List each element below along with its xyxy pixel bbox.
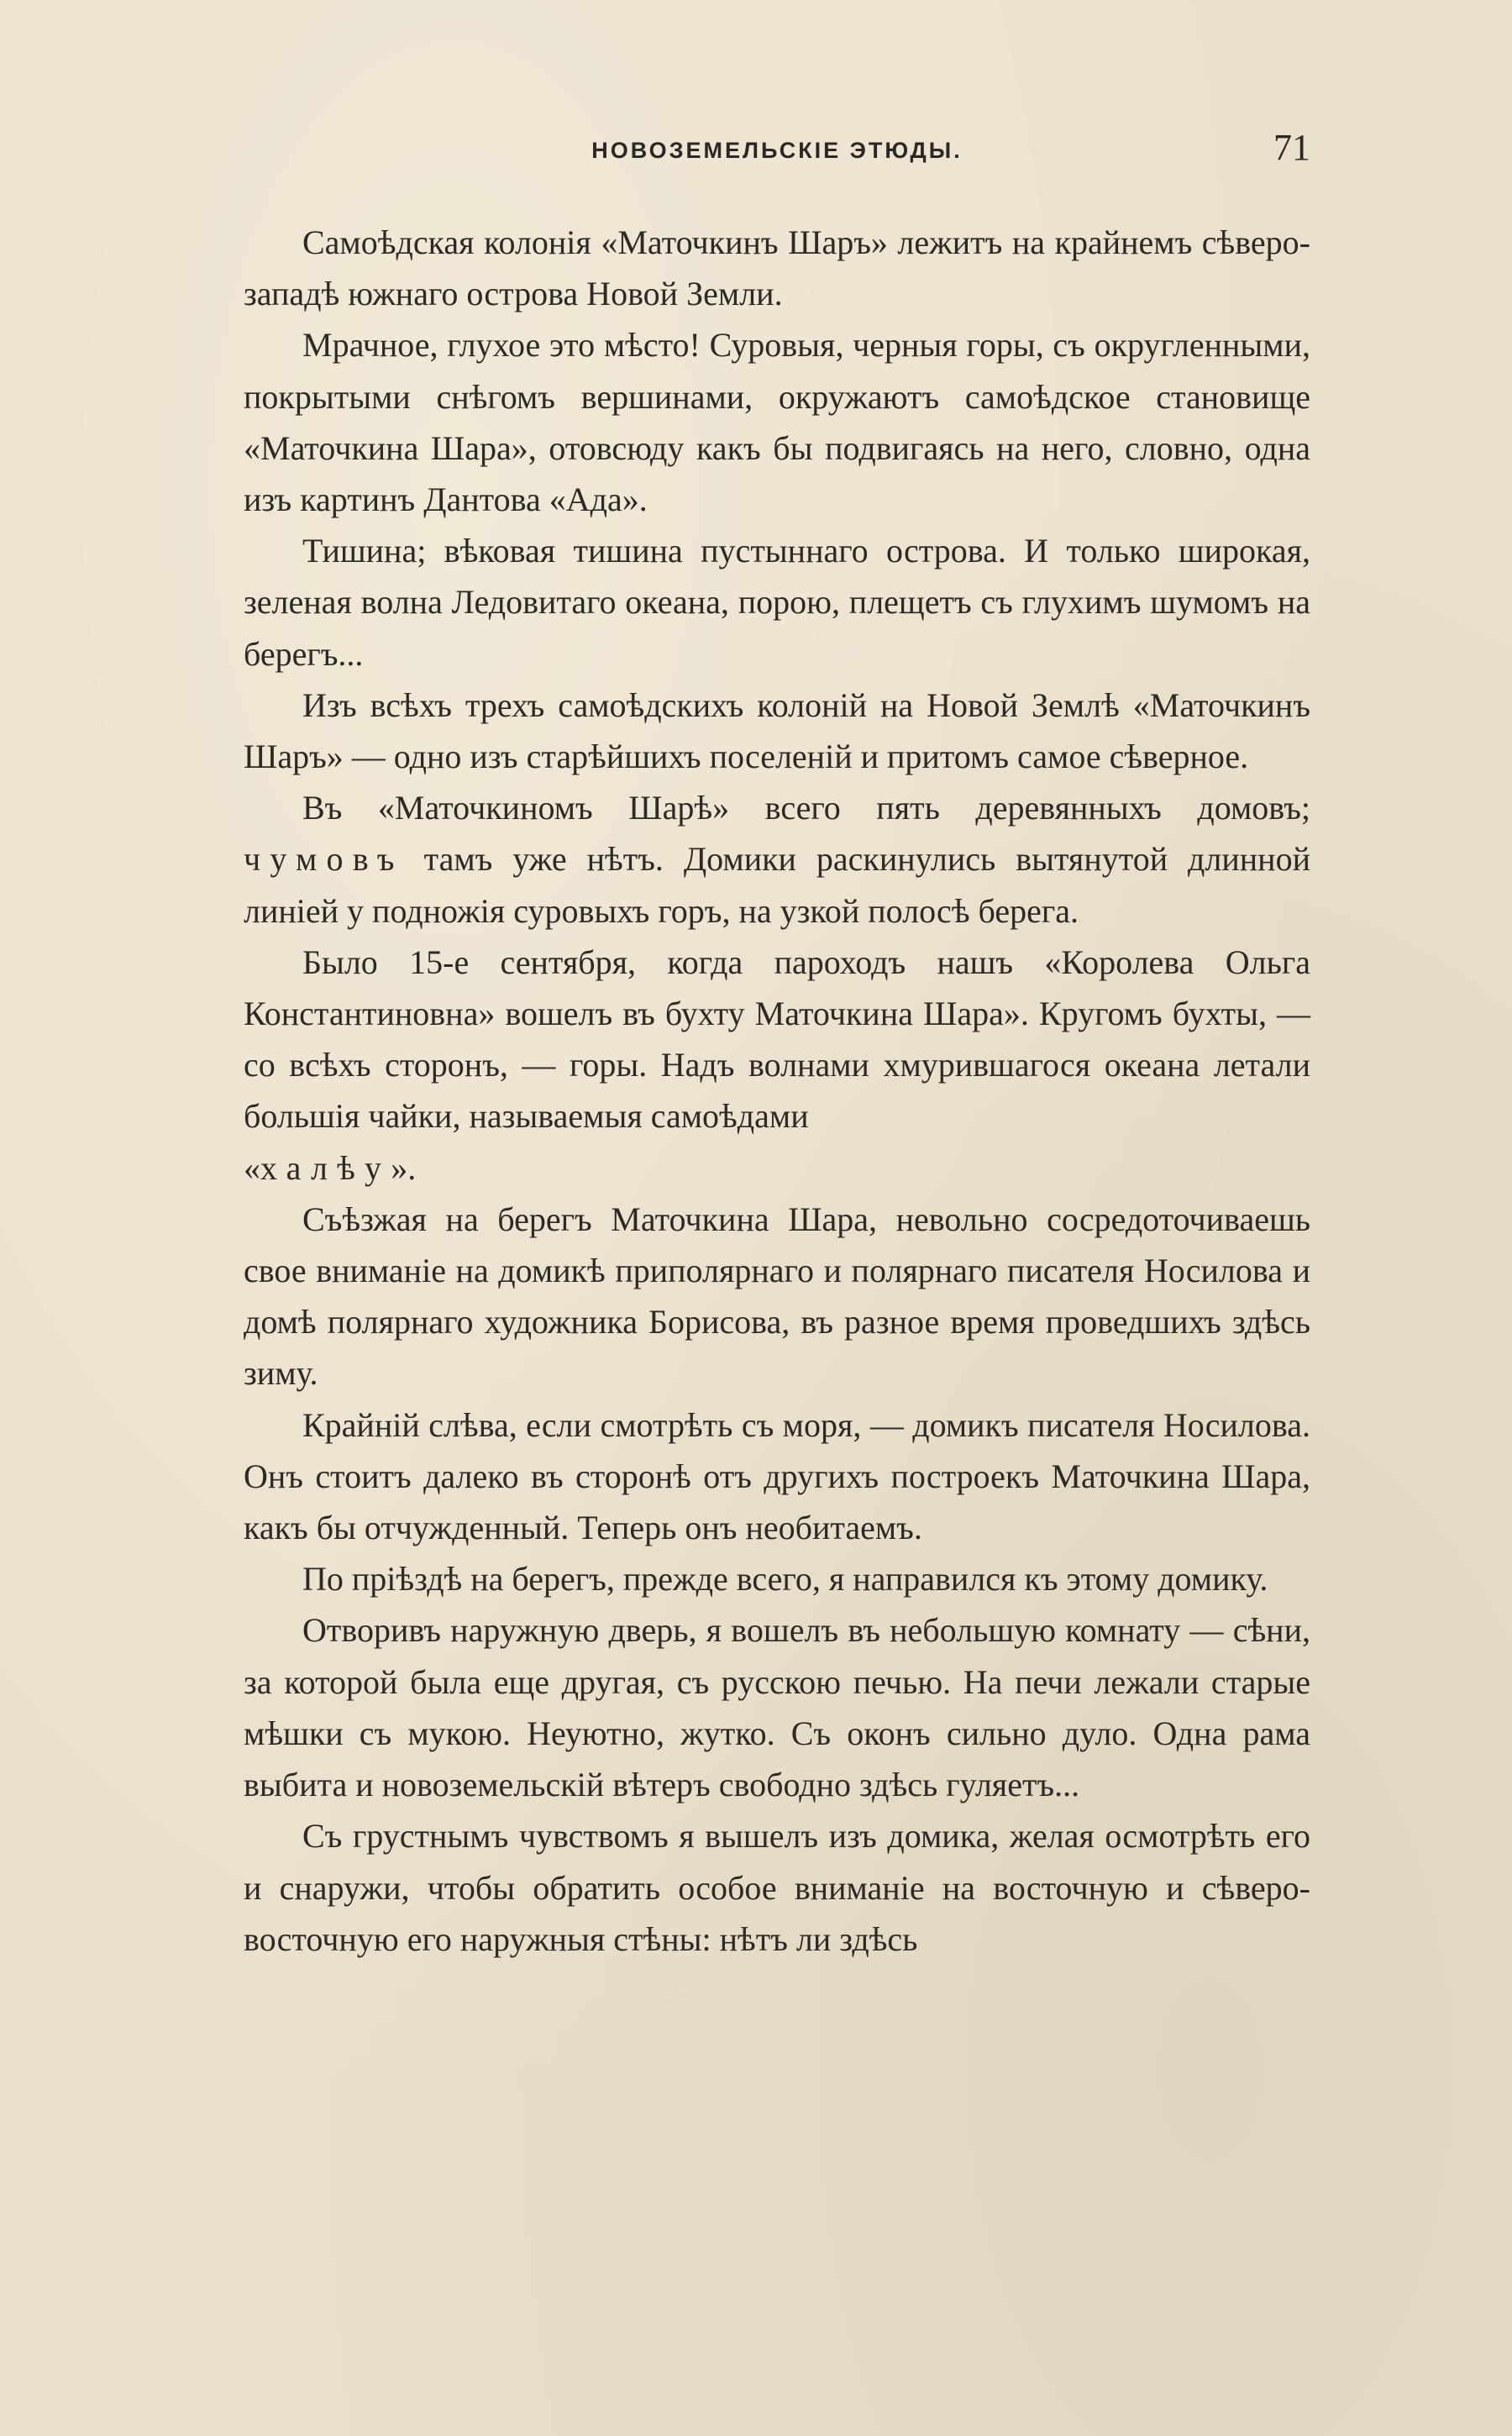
spaced-emphasis: чумовъ xyxy=(244,840,404,879)
paragraph: По пріѣздѣ на берегъ, прежде всего, я направился къ этому домику. xyxy=(302,1560,1268,1599)
paragraph-continuation xyxy=(244,1142,1310,1194)
page-number: 71 xyxy=(1273,127,1310,168)
paragraph: Тишина; вѣковая тишина пустыннаго острова. И только широкая, зеленая волна Ледовитаго океана, порою, плещетъ съ глухимъ шумомъ на берегъ... xyxy=(244,532,1310,673)
paragraph-text: ». xyxy=(391,1148,417,1187)
paragraph: Мрачное, глухое это мѣсто! Суровыя, черныя горы, съ округленными, покрытыми снѣгомъ вершинами, окружаютъ самоѣдское становище «Маточкина Шара», отовсюду какъ бы подвигаясь на него, словно, одна изъ картинъ Дантова «Ада». xyxy=(244,326,1310,519)
spaced-emphasis: халѣу xyxy=(260,1148,391,1187)
paragraph: Крайній слѣва, если смотрѣть съ моря, — домикъ писателя Носилова. Онъ стоитъ далеко въ сторонѣ отъ другихъ построекъ Маточкина Шара, какъ бы отчужденный. Теперь онъ необитаемъ. xyxy=(244,1405,1310,1547)
paragraph: Отворивъ наружную дверь, я вошелъ въ небольшую комнату — сѣни, за которой была еще другая, съ русскою печью. На печи лежали старые мѣшки съ мукою. Неуютно, жутко. Съ оконъ сильно дуло. Одна рама выбита и новоземельскій вѣтеръ свободно здѣсь гуляетъ... xyxy=(244,1611,1310,1804)
paragraph: Изъ всѣхъ трехъ самоѣдскихъ колоній на Новой Землѣ «Маточкинъ Шаръ» — одно изъ старѣйшихъ поселеній и притомъ самое сѣверное. xyxy=(244,685,1310,776)
paragraph: Самоѣдская колонія «Маточкинъ Шаръ» лежитъ на крайнемъ сѣверо-западѣ южнаго острова Новой Земли. xyxy=(244,223,1310,313)
paragraph: Съѣзжая на берегъ Маточкина Шара, невольно сосредоточиваешь свое вниманіе на домикѣ приполярнаго и полярнаго писателя Носилова и домѣ полярнаго художника Борисова, въ разное время проведшихъ здѣсь зиму. xyxy=(244,1200,1310,1393)
paragraph-text: « xyxy=(244,1148,260,1187)
running-head xyxy=(244,126,1310,176)
paragraph: Было 15-е сентября, когда пароходъ нашъ «Королева Ольга Константиновна» вошелъ въ бухту Маточкина Шара». Кругомъ бухты, — со всѣхъ сторонъ, — горы. Надъ волнами хмурившагося океана летали большія чайки, называемыя самоѣдами xyxy=(244,942,1310,1136)
paragraph-text: Въ «Маточкиномъ Шарѣ» всего пять деревянныхъ домовъ; xyxy=(302,789,1310,827)
paragraph-text: тамъ уже нѣтъ. Домики раскинулись вытянутой длинной линіей у подножія суровыхъ горъ, на узкой полосѣ берега. xyxy=(244,840,1310,930)
paragraph: Съ грустнымъ чувствомъ я вышелъ изъ домика, желая осмотрѣть его и снаружи, чтобы обратить особое вниманіе на восточную и сѣверо-восточную его наружныя стѣны: нѣтъ ли здѣсь xyxy=(244,1817,1310,1958)
running-title: НОВОЗЕМЕЛЬСКІЕ ЭТЮДЫ. xyxy=(591,138,963,163)
body-text xyxy=(244,217,1310,1965)
paragraph xyxy=(244,782,1310,937)
